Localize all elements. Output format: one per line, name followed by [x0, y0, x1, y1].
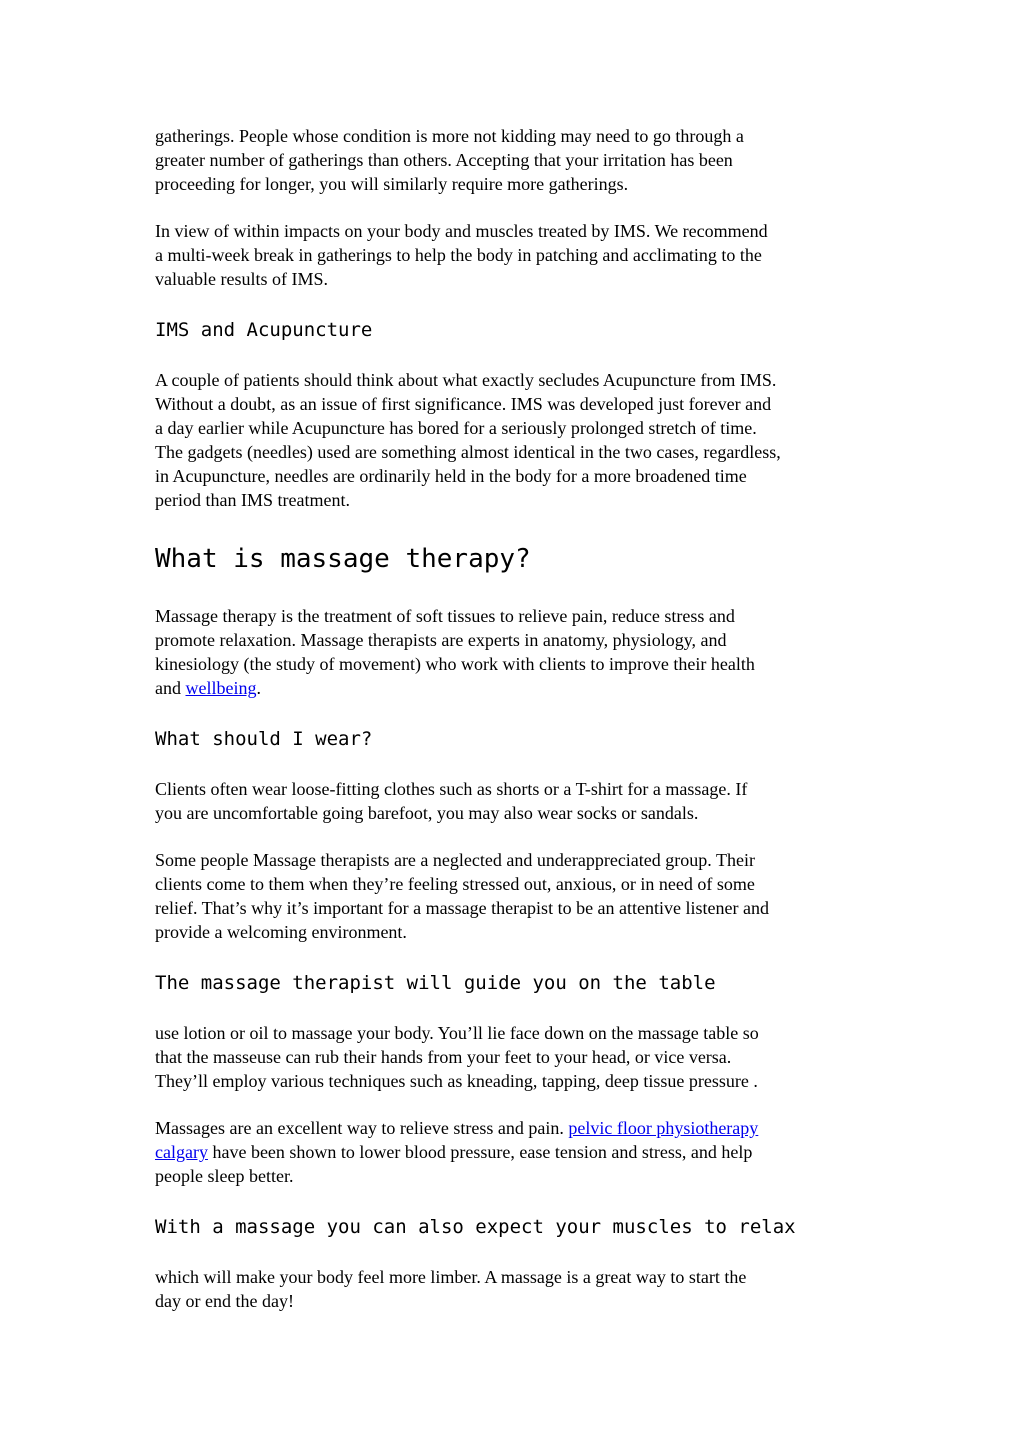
text-line: people sleep better.: [155, 1166, 294, 1186]
text-line: In view of within impacts on your body and muscles treated by IMS. We recommend: [155, 221, 768, 241]
text-line: kinesiology (the study of movement) who work with clients to improve their health: [155, 654, 755, 674]
text-line: a day earlier while Acupuncture has bored for a seriously prolonged stretch of time.: [155, 418, 757, 438]
text-fragment: have been shown to lower blood pressure, ease tension and stress, and help: [207, 1142, 753, 1162]
text-line: A couple of patients should think about what exactly secludes Acupuncture from IMS.: [155, 370, 777, 390]
text-line: promote relaxation. Massage therapists are experts in anatomy, physiology, and: [155, 630, 727, 650]
paragraph-massage-therapy: [155, 604, 885, 700]
paragraph-therapists: [155, 848, 885, 944]
heading-muscles-relax: With a massage you can also expect your muscles to relax: [155, 1216, 796, 1238]
text-line: [155, 676, 885, 700]
pelvic-floor-physiotherapy-link-continued[interactable]: calgary: [155, 1142, 208, 1162]
text-line: valuable results of IMS.: [155, 269, 328, 289]
text-line: Massage therapy is the treatment of soft tissues to relieve pain, reduce stress and: [155, 606, 735, 626]
paragraph-limber: [155, 1265, 885, 1313]
heading-ims-acupuncture: IMS and Acupuncture: [155, 319, 373, 341]
text-line: Without a doubt, as an issue of first significance. IMS was developed just forever and: [155, 394, 772, 414]
paragraph-stress-relief: [155, 1116, 885, 1188]
text-line: you are uncomfortable going barefoot, you may also wear socks or sandals.: [155, 803, 699, 823]
paragraph-acupuncture: [155, 368, 885, 512]
text-line: period than IMS treatment.: [155, 490, 350, 510]
paragraph-clothing: [155, 777, 885, 825]
paragraph-gatherings: [155, 124, 885, 196]
heading-what-should-i-wear: What should I wear?: [155, 728, 373, 750]
document-body: [155, 124, 885, 1336]
text-line: that the masseuse can rub their hands from your feet to your head, or vice versa.: [155, 1047, 732, 1067]
text-line: provide a welcoming environment.: [155, 922, 407, 942]
text-line: which will make your body feel more limber. A massage is a great way to start the: [155, 1267, 747, 1287]
text-line: day or end the day!: [155, 1291, 294, 1311]
text-line: gatherings. People whose condition is more not kidding may need to go through a: [155, 126, 744, 146]
text-line: use lotion or oil to massage your body. You’ll lie face down on the massage table so: [155, 1023, 759, 1043]
text-line: greater number of gatherings than others. Accepting that your irritation has been: [155, 150, 733, 170]
text-fragment: .: [256, 678, 261, 698]
wellbeing-link[interactable]: wellbeing: [185, 678, 257, 698]
text-line: relief. That’s why it’s important for a massage therapist to be an attentive listener and: [155, 898, 769, 918]
text-fragment: Massages are an excellent way to relieve stress and pain.: [155, 1118, 569, 1138]
text-line: Clients often wear loose-fitting clothes such as shorts or a T-shirt for a massage. If: [155, 779, 748, 799]
text-line: a multi-week break in gatherings to help the body in patching and acclimating to the: [155, 245, 762, 265]
paragraph-ims-break: [155, 219, 885, 291]
heading-what-is-massage-therapy: What is massage therapy?: [155, 544, 531, 574]
pelvic-floor-physiotherapy-link[interactable]: pelvic floor physiotherapy: [568, 1118, 759, 1138]
text-line: proceeding for longer, you will similarly require more gatherings.: [155, 174, 629, 194]
text-line: The gadgets (needles) used are something almost identical in the two cases, regardless,: [155, 442, 781, 462]
paragraph-lotion: [155, 1021, 885, 1093]
text-line: [155, 1116, 885, 1140]
text-line: They’ll employ various techniques such as kneading, tapping, deep tissue pressure .: [155, 1071, 758, 1091]
text-line: [155, 1140, 885, 1164]
text-line: Some people Massage therapists are a neglected and underappreciated group. Their: [155, 850, 755, 870]
text-line: in Acupuncture, needles are ordinarily held in the body for a more broadened time: [155, 466, 747, 486]
text-fragment: and: [155, 678, 186, 698]
text-line: clients come to them when they’re feeling stressed out, anxious, or in need of some: [155, 874, 755, 894]
heading-guide-on-table: The massage therapist will guide you on the table: [155, 972, 716, 994]
